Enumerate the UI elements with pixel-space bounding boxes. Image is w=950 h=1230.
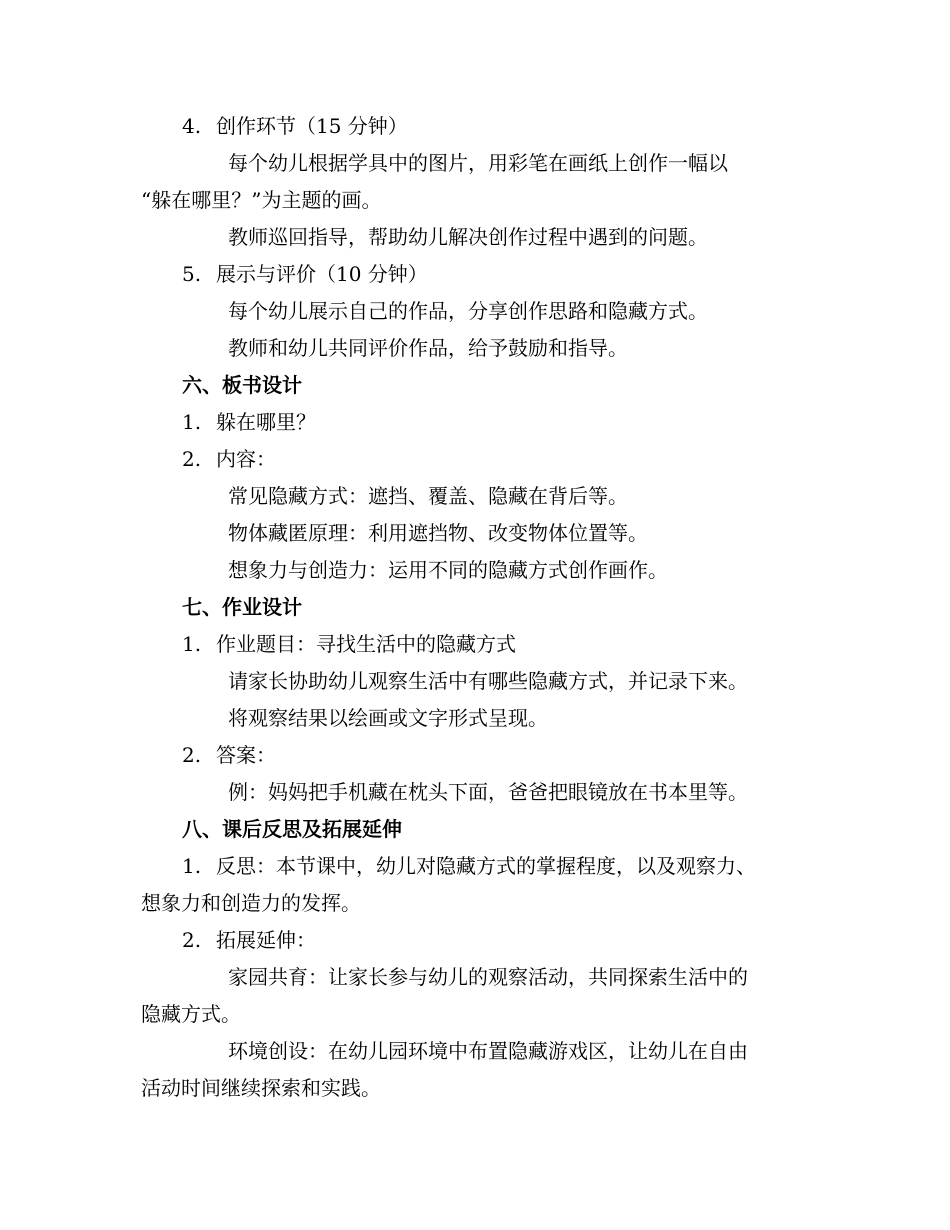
list-item-text: 答案： <box>216 743 276 767</box>
list-item-text: 内容： <box>216 447 276 471</box>
paragraph-line: 教师巡回指导，帮助幼儿解决创作过程中遇到的问题。 <box>228 225 708 249</box>
list-number: 1. <box>182 854 202 878</box>
list-number: 4. <box>182 114 202 138</box>
list-item-text: 作业题目：寻找生活中的隐藏方式 <box>216 632 516 656</box>
list-item <box>0 626 950 663</box>
list-item-4 <box>0 108 950 145</box>
list-number: 5. <box>182 262 202 286</box>
section-heading-6: 六、板书设计 <box>182 373 302 397</box>
paragraph-line: 想象力和创造力的发挥。 <box>141 891 361 915</box>
list-item <box>0 404 950 441</box>
paragraph-line: “躲在哪里？”为主题的画。 <box>141 188 382 212</box>
paragraph-line: 请家长协助幼儿观察生活中有哪些隐藏方式，并记录下来。 <box>228 669 748 693</box>
list-number: 2. <box>182 447 202 471</box>
paragraph-line: 教师和幼儿共同评价作品，给予鼓励和指导。 <box>228 336 628 360</box>
list-item-text: 躲在哪里？ <box>216 410 316 434</box>
paragraph-line: 环境创设：在幼儿园环境中布置隐藏游戏区，让幼儿在自由 <box>228 1039 748 1063</box>
paragraph-line: 活动时间继续探索和实践。 <box>141 1076 381 1100</box>
section-heading-8: 八、课后反思及拓展延伸 <box>182 817 402 841</box>
paragraph-line: 家园共育：让家长参与幼儿的观察活动，共同探索生活中的 <box>228 965 748 989</box>
list-item-text: 反思：本节课中，幼儿对隐藏方式的掌握程度，以及观察力、 <box>216 854 756 878</box>
list-number: 1. <box>182 410 202 434</box>
paragraph-line: 想象力与创造力：运用不同的隐藏方式创作画作。 <box>228 558 668 582</box>
list-item-5 <box>0 256 950 293</box>
list-item-title: 展示与评价（10 分钟） <box>216 262 428 286</box>
paragraph-line: 隐藏方式。 <box>141 1002 241 1026</box>
paragraph-line: 常见隐藏方式：遮挡、覆盖、隐藏在背后等。 <box>228 484 628 508</box>
list-item <box>0 922 950 959</box>
list-item-title: 创作环节（15 分钟） <box>216 114 408 138</box>
list-number: 2. <box>182 928 202 952</box>
list-number: 2. <box>182 743 202 767</box>
paragraph-line: 每个幼儿根据学具中的图片，用彩笔在画纸上创作一幅以 <box>228 151 728 175</box>
section-heading-7: 七、作业设计 <box>182 595 302 619</box>
list-number: 1. <box>182 632 202 656</box>
paragraph-line: 例：妈妈把手机藏在枕头下面，爸爸把眼镜放在书本里等。 <box>228 780 748 804</box>
list-item-text: 拓展延伸： <box>216 928 316 952</box>
list-item <box>0 441 950 478</box>
list-item <box>0 848 950 885</box>
list-item <box>0 737 950 774</box>
paragraph-line: 每个幼儿展示自己的作品，分享创作思路和隐藏方式。 <box>228 299 708 323</box>
paragraph-line: 将观察结果以绘画或文字形式呈现。 <box>228 706 548 730</box>
paragraph-line: 物体藏匿原理：利用遮挡物、改变物体位置等。 <box>228 521 648 545</box>
